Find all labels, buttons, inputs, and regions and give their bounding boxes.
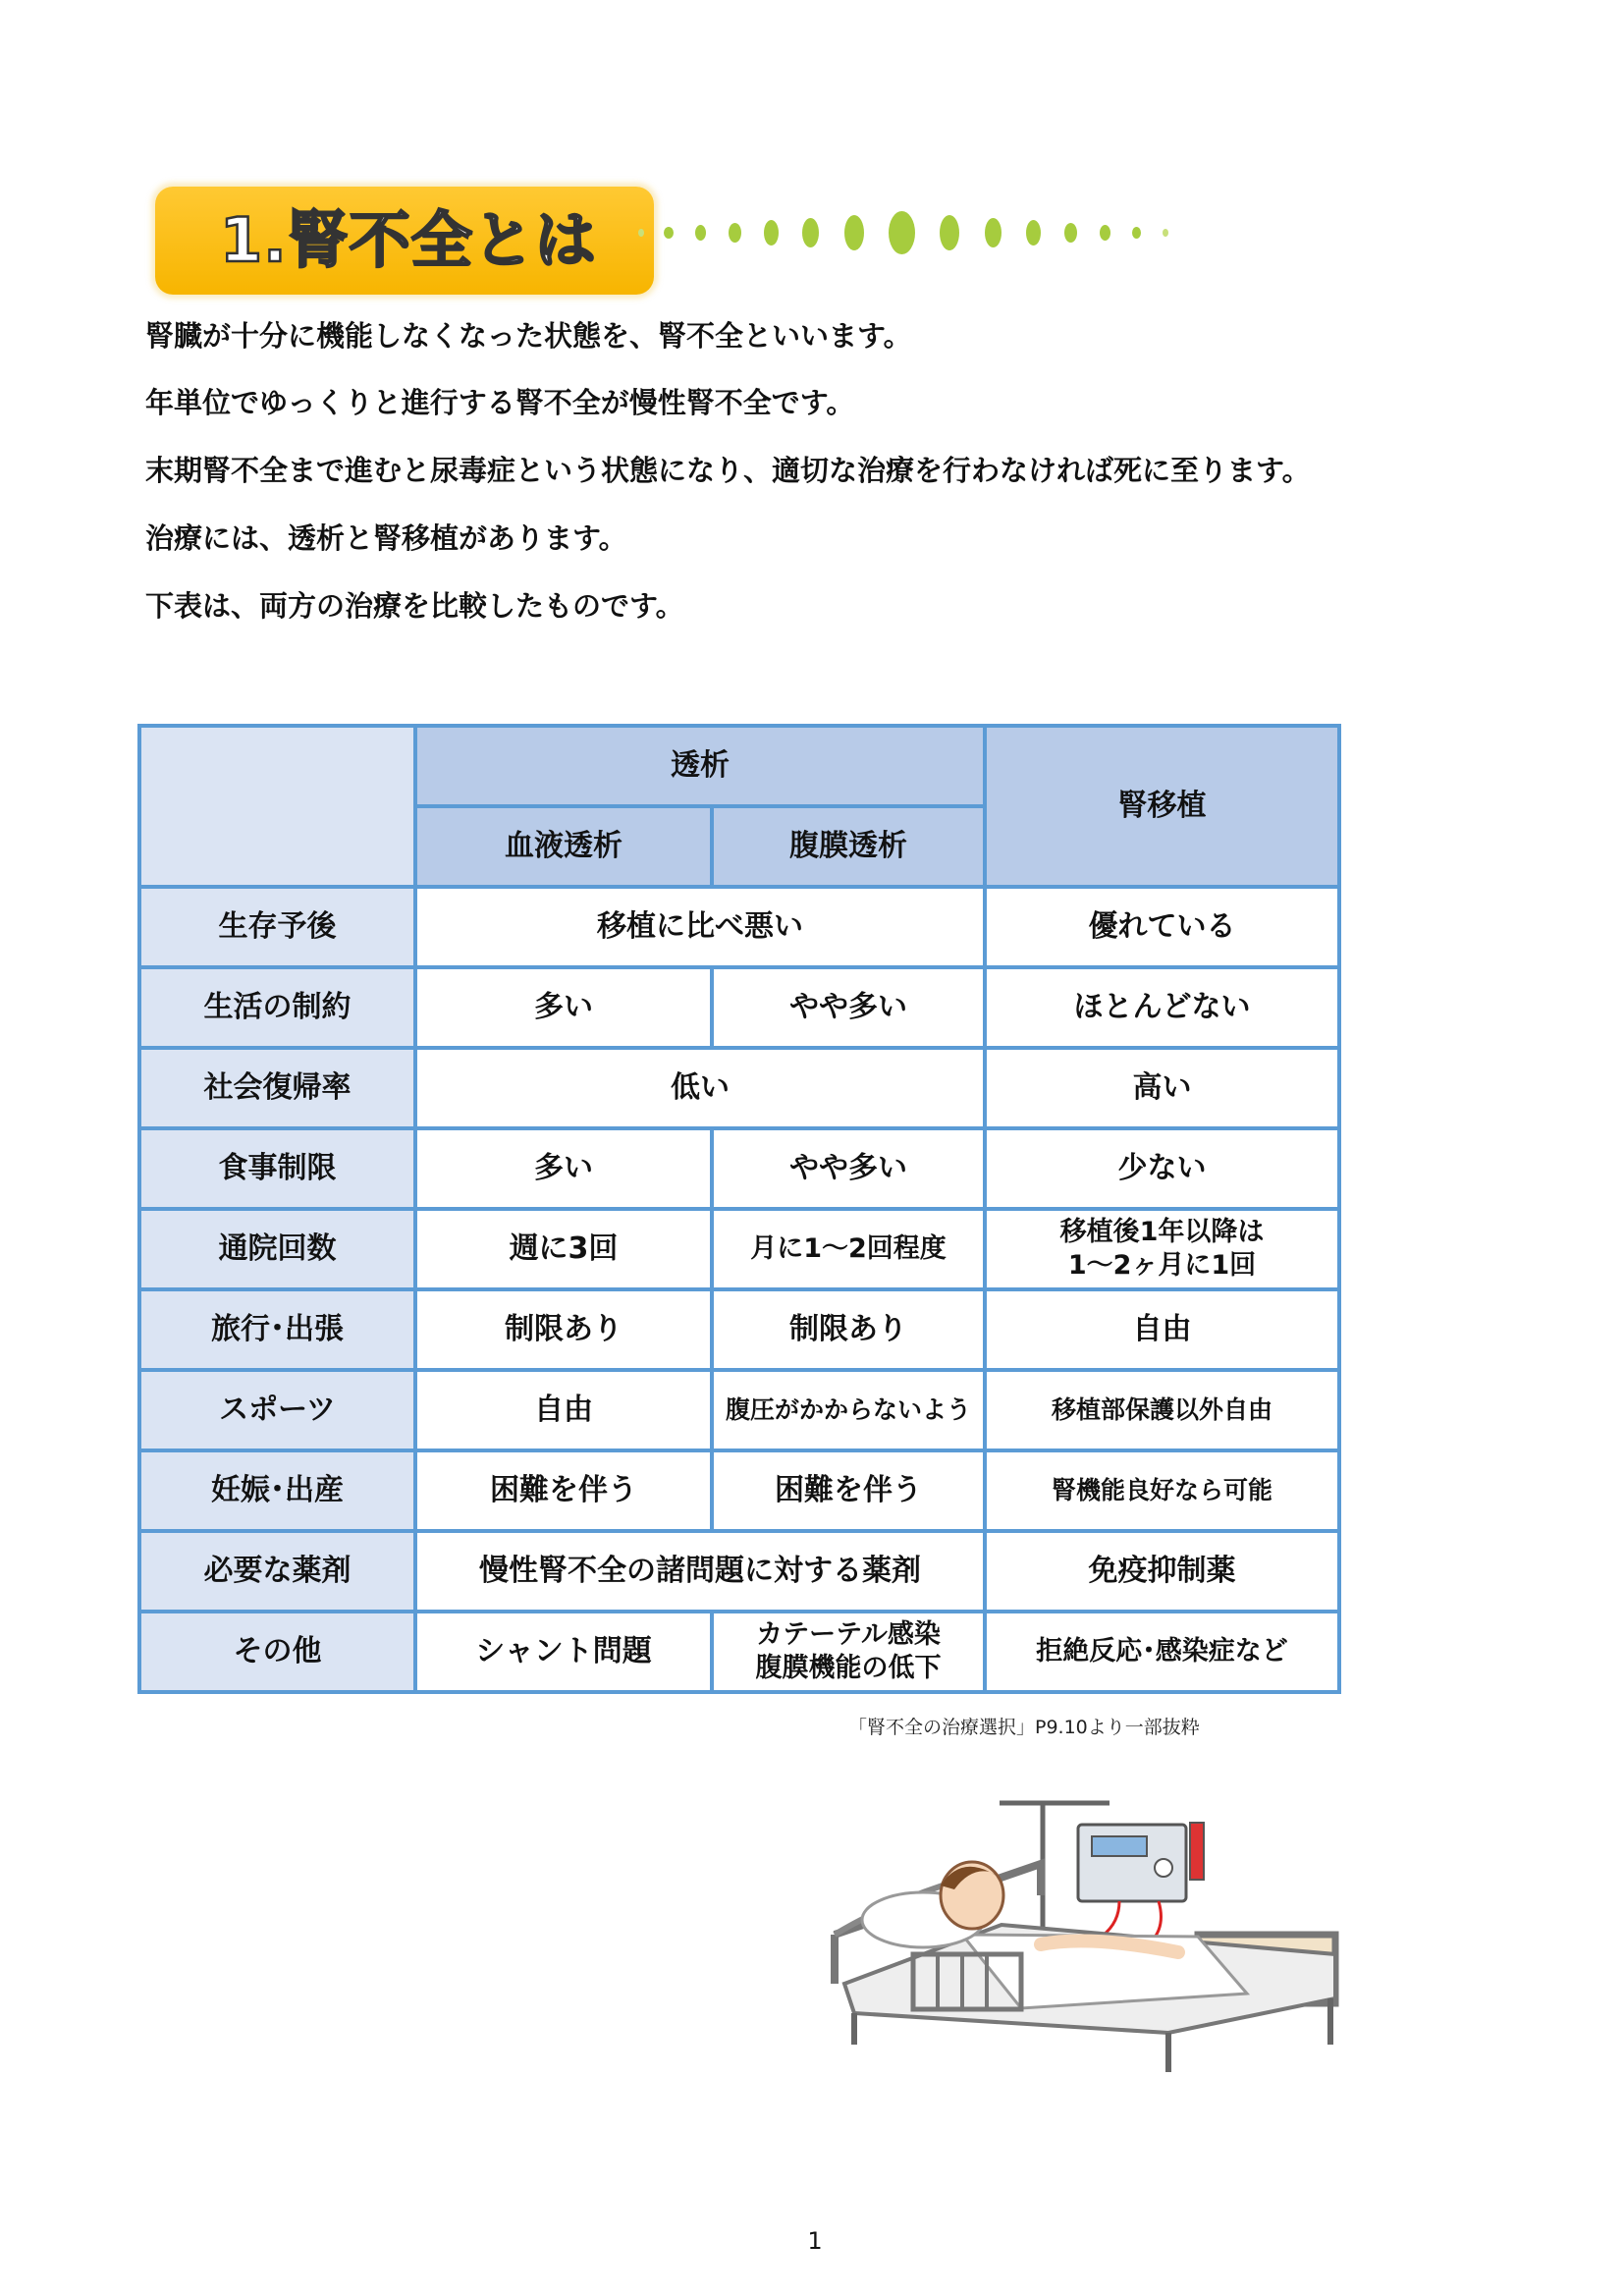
table-row bbox=[139, 1048, 1339, 1128]
intro-line-3: 末期腎不全まで進むと尿毒症という状態になり、適切な治療を行わなければ死に至ります。 bbox=[145, 454, 1311, 487]
cell-peritoneal: 腹圧がかからないよう bbox=[712, 1370, 985, 1450]
table-row bbox=[139, 1450, 1339, 1531]
row-label: スポーツ bbox=[139, 1370, 415, 1450]
cell-hemodialysis: 週に3回 bbox=[415, 1209, 712, 1289]
intro-line-5: 下表は、両方の治療を比較したものです。 bbox=[145, 589, 684, 623]
table-row bbox=[139, 967, 1339, 1048]
cell-peritoneal: 月に1～2回程度 bbox=[712, 1209, 985, 1289]
cell-transplant: ほとんどない bbox=[985, 967, 1339, 1048]
header-dialysis: 透析 bbox=[415, 726, 985, 806]
table-header-row bbox=[139, 726, 1339, 806]
cell-transplant: 高い bbox=[985, 1048, 1339, 1128]
cell-hemodialysis: 制限あり bbox=[415, 1289, 712, 1370]
cell-dialysis: 慢性腎不全の諸問題に対する薬剤 bbox=[415, 1531, 985, 1612]
cell-dialysis: 低い bbox=[415, 1048, 985, 1128]
section-title-box bbox=[155, 187, 654, 295]
section-title: 1.腎不全とは bbox=[220, 204, 597, 276]
row-label: 食事制限 bbox=[139, 1128, 415, 1209]
table-row bbox=[139, 1128, 1339, 1209]
comparison-table bbox=[137, 724, 1341, 1694]
cell-hemodialysis: 自由 bbox=[415, 1370, 712, 1450]
cell-transplant: 免疫抑制薬 bbox=[985, 1531, 1339, 1612]
row-label: その他 bbox=[139, 1612, 415, 1692]
cell-peritoneal bbox=[712, 1612, 985, 1692]
table-row bbox=[139, 1289, 1339, 1370]
header-peritoneal-dialysis: 腹膜透析 bbox=[712, 806, 985, 887]
cell-hemodialysis: シャント問題 bbox=[415, 1612, 712, 1692]
cell-peritoneal: やや多い bbox=[712, 967, 985, 1048]
cell-peritoneal: 困難を伴う bbox=[712, 1450, 985, 1531]
row-label: 旅行･出張 bbox=[139, 1289, 415, 1370]
cell-transplant-line-2: 1～2ヶ月に1回 bbox=[1067, 1250, 1257, 1281]
cell-transplant bbox=[985, 1209, 1339, 1289]
cell-transplant: 自由 bbox=[985, 1289, 1339, 1370]
row-label: 社会復帰率 bbox=[139, 1048, 415, 1128]
table-row bbox=[139, 887, 1339, 967]
row-label: 生活の制約 bbox=[139, 967, 415, 1048]
header-hemodialysis: 血液透析 bbox=[415, 806, 712, 887]
header-transplant: 腎移植 bbox=[985, 726, 1339, 887]
cell-peritoneal: やや多い bbox=[712, 1128, 985, 1209]
row-label: 通院回数 bbox=[139, 1209, 415, 1289]
cell-transplant-line-1: 移植後1年以降は bbox=[1059, 1217, 1265, 1247]
cell-transplant: 拒絶反応･感染症など bbox=[985, 1612, 1339, 1692]
table-row bbox=[139, 1531, 1339, 1612]
table-row bbox=[139, 1612, 1339, 1692]
row-label: 妊娠･出産 bbox=[139, 1450, 415, 1531]
cell-hemodialysis: 多い bbox=[415, 1128, 712, 1209]
cell-transplant: 少ない bbox=[985, 1128, 1339, 1209]
source-note: 「腎不全の治療選択」P9.10より一部抜粋 bbox=[848, 1717, 1200, 1738]
cell-peritoneal-line-1: カテーテル感染 bbox=[756, 1619, 941, 1650]
cell-hemodialysis: 多い bbox=[415, 967, 712, 1048]
cell-transplant: 移植部保護以外自由 bbox=[985, 1370, 1339, 1450]
intro-line-4: 治療には、透析と腎移植があります。 bbox=[145, 521, 627, 555]
intro-line-2: 年単位でゆっくりと進行する腎不全が慢性腎不全です。 bbox=[145, 386, 855, 419]
patient-in-bed-illustration bbox=[825, 1787, 1375, 2082]
header-corner bbox=[139, 726, 415, 887]
cell-hemodialysis: 困難を伴う bbox=[415, 1450, 712, 1531]
row-label: 生存予後 bbox=[139, 887, 415, 967]
cell-transplant: 腎機能良好なら可能 bbox=[985, 1450, 1339, 1531]
cell-peritoneal-line-2: 腹膜機能の低下 bbox=[755, 1653, 942, 1683]
table-row bbox=[139, 1370, 1339, 1450]
cell-transplant: 優れている bbox=[985, 887, 1339, 967]
cell-dialysis: 移植に比べ悪い bbox=[415, 887, 985, 967]
row-label: 必要な薬剤 bbox=[139, 1531, 415, 1612]
decorative-dots bbox=[638, 208, 1188, 257]
table-row bbox=[139, 1209, 1339, 1289]
cell-peritoneal: 制限あり bbox=[712, 1289, 985, 1370]
page-number: 1 bbox=[807, 2227, 823, 2255]
intro-line-1: 腎臓が十分に機能しなくなった状態を、腎不全といいます。 bbox=[145, 319, 912, 353]
